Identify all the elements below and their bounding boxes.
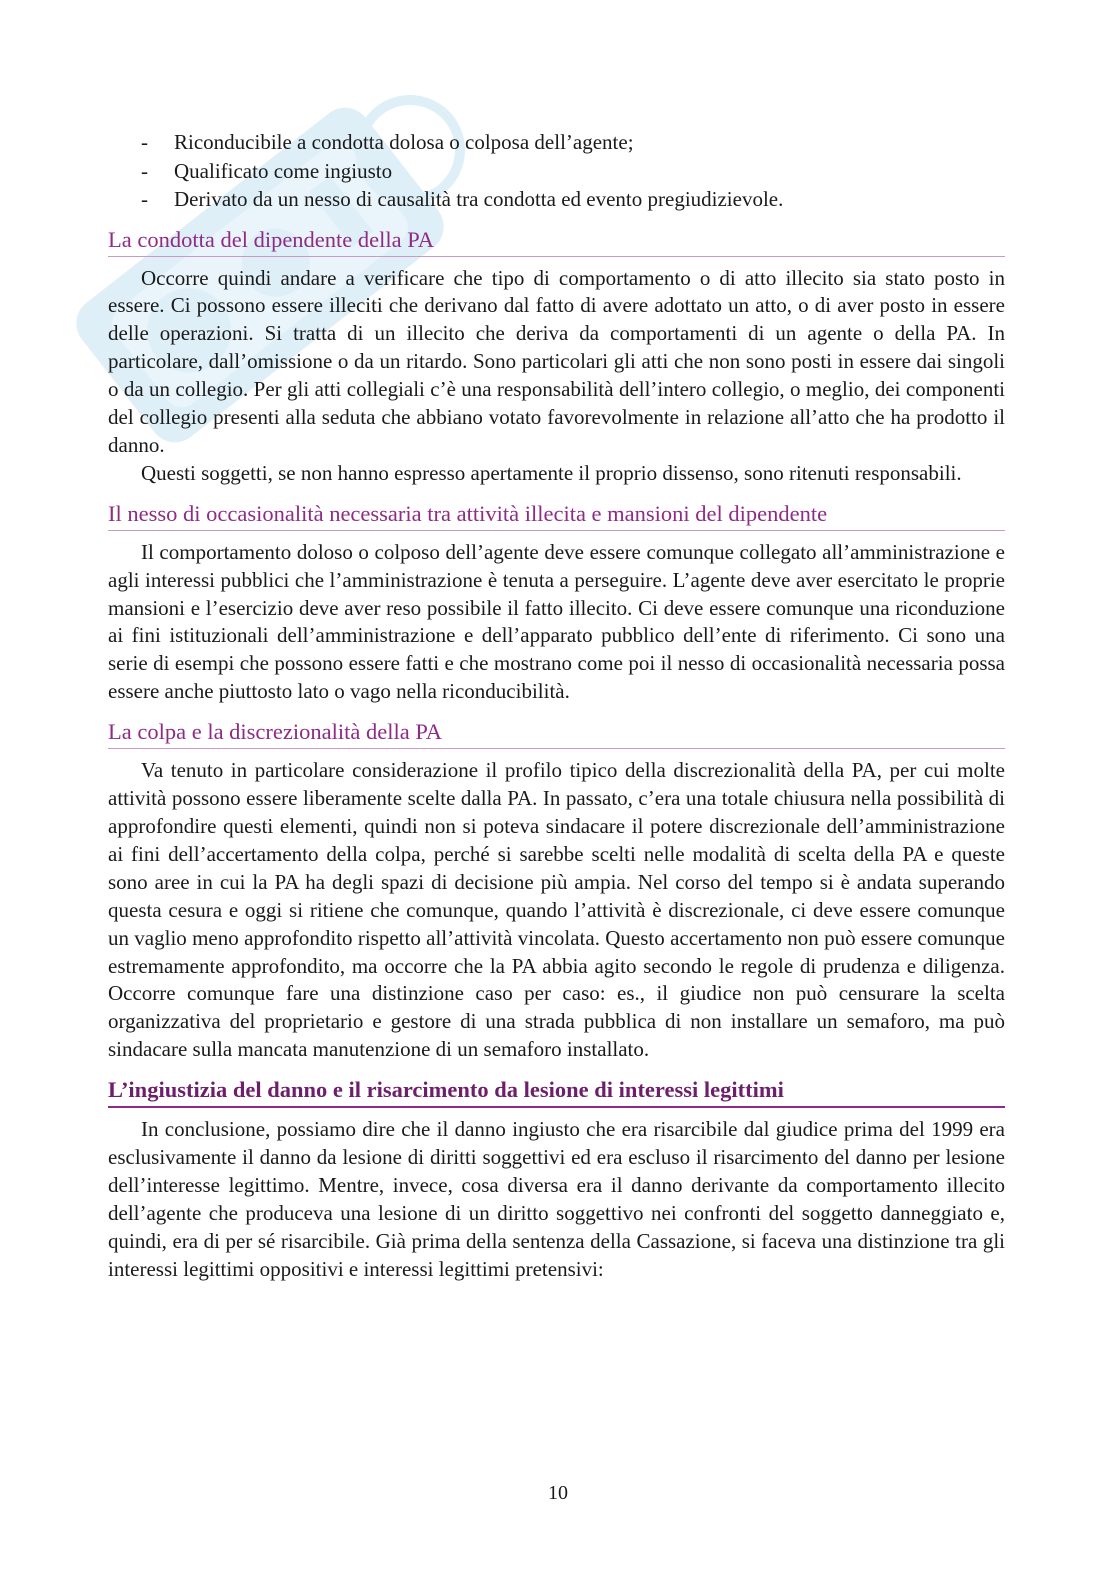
section-heading-nesso: Il nesso di occasionalità necessaria tra attività illecita e mansioni del dipendente xyxy=(108,500,1005,531)
section-heading-ingiustizia: L’ingiustizia del danno e il risarcimento da lesione di interessi legittimi xyxy=(108,1076,1005,1108)
dash-marker: - xyxy=(141,130,148,154)
section-body-condotta xyxy=(108,257,1005,488)
paragraph: Il comportamento doloso o colposo dell’agente deve essere comunque collegato all’amministrazione e agli interessi pubblici che l’amministrazione è tenuta a perseguire. L’agente deve aver esercitato le proprie mansioni e l’esercizio deve aver reso possibile il fatto illecito. Ci deve essere comunque una riconduzione ai fini istituzionali dell’amministrazione e dell’apparato pubblico dell’ente di riferimento. Ci sono una serie di esempi che possono essere fatti e che mostrano come poi il nesso di occasionalità necessaria possa essere anche piuttosto lato o vago nella riconducibilità. xyxy=(108,539,1005,704)
section-body-colpa xyxy=(108,749,1005,1064)
section-heading-colpa: La colpa e la discrezionalità della PA xyxy=(108,718,1005,749)
section-body-nesso xyxy=(108,531,1005,706)
list-item: - Qualificato come ingiusto xyxy=(108,157,1005,186)
dash-marker: - xyxy=(141,158,148,183)
criteria-list xyxy=(108,128,1005,214)
section-heading-condotta: La condotta del dipendente della PA xyxy=(108,226,1005,257)
paragraph: Occorre quindi andare a verificare che tipo di comportamento o di atto illecito sia stato posto in essere. Ci possono essere illeciti che derivano dal fatto di avere adottato un atto, o di aver posto in essere delle operazioni. Si tratta di un illecito che deriva da comportamenti di un agente o della PA. In particolare, dall’omissione o da un ritardo. Sono particolari gli atti che non sono posti in essere dai singoli o da un collegio. Per gli atti collegiali c’è una responsabilità dell’intero collegio, o meglio, dei componenti del collegio presenti alla seduta che abbiano votato favorevolmente in relazione all’atto che ha prodotto il danno. xyxy=(108,265,1005,457)
paragraph: In conclusione, possiamo dire che il danno ingiusto che era risarcibile dal giudice prima del 1999 era esclusivamente il danno da lesione di diritti soggettivi ed era escluso il risarcimento del danno per lesione dell’interesse legittimo. Mentre, invece, cosa diversa era il danno derivante da comportamento illecito dell’agente che produceva una lesione di un diritto soggettivo nei confronti del soggetto danneggiato e, quindi, era di per sé risarcibile. Già prima della sentenza della Cassazione, si faceva una distinzione tra gli interessi legittimi oppositivi e interessi legittimi pretensivi: xyxy=(108,1117,1005,1281)
paragraph: Questi soggetti, se non hanno espresso apertamente il proprio dissenso, sono ritenuti responsabili. xyxy=(141,460,962,485)
document-page xyxy=(108,128,1005,1284)
section-body-ingiustizia xyxy=(108,1108,1005,1283)
list-item: - Riconducibile a condotta dolosa o colposa dell’agente; xyxy=(108,128,1005,157)
dash-marker: - xyxy=(141,187,148,211)
page-number: 10 xyxy=(548,1482,568,1504)
paragraph: Va tenuto in particolare considerazione il profilo tipico della discrezionalità della PA, per cui molte attività possono essere liberamente scelte dalla PA. In passato, c’era una totale chiusura nella possibilità di approfondire questi elementi, quindi non si poteva sindacare il potere discrezionale dell’amministrazione ai fini dell’accertamento della colpa, perché si sarebbe scelti nelle modalità di scelta della PA e queste sono aree in cui la PA ha degli spazi di decisione più ampia. Nel corso del tempo si è andata superando questa cesura e oggi si ritiene che comunque, quando l’attività è discrezionale, ci deve essere comunque un vaglio meno approfondito rispetto all’attività vincolata. Questo accertamento non può essere comunque estremamente approfondito, ma occorre che la PA abbia agito secondo le regole di prudenza e diligenza. Occorre comunque fare una distinzione caso per caso: es., il giudice non può censurare la scelta organizzativa del proprietario e gestore di una strada pubblica di non installare un semaforo, ma può sindacare sulla mancata manutenzione di un semaforo installato. xyxy=(108,758,1005,1062)
list-item: - Derivato da un nesso di causalità tra condotta ed evento pregiudizievole. xyxy=(108,185,1005,214)
